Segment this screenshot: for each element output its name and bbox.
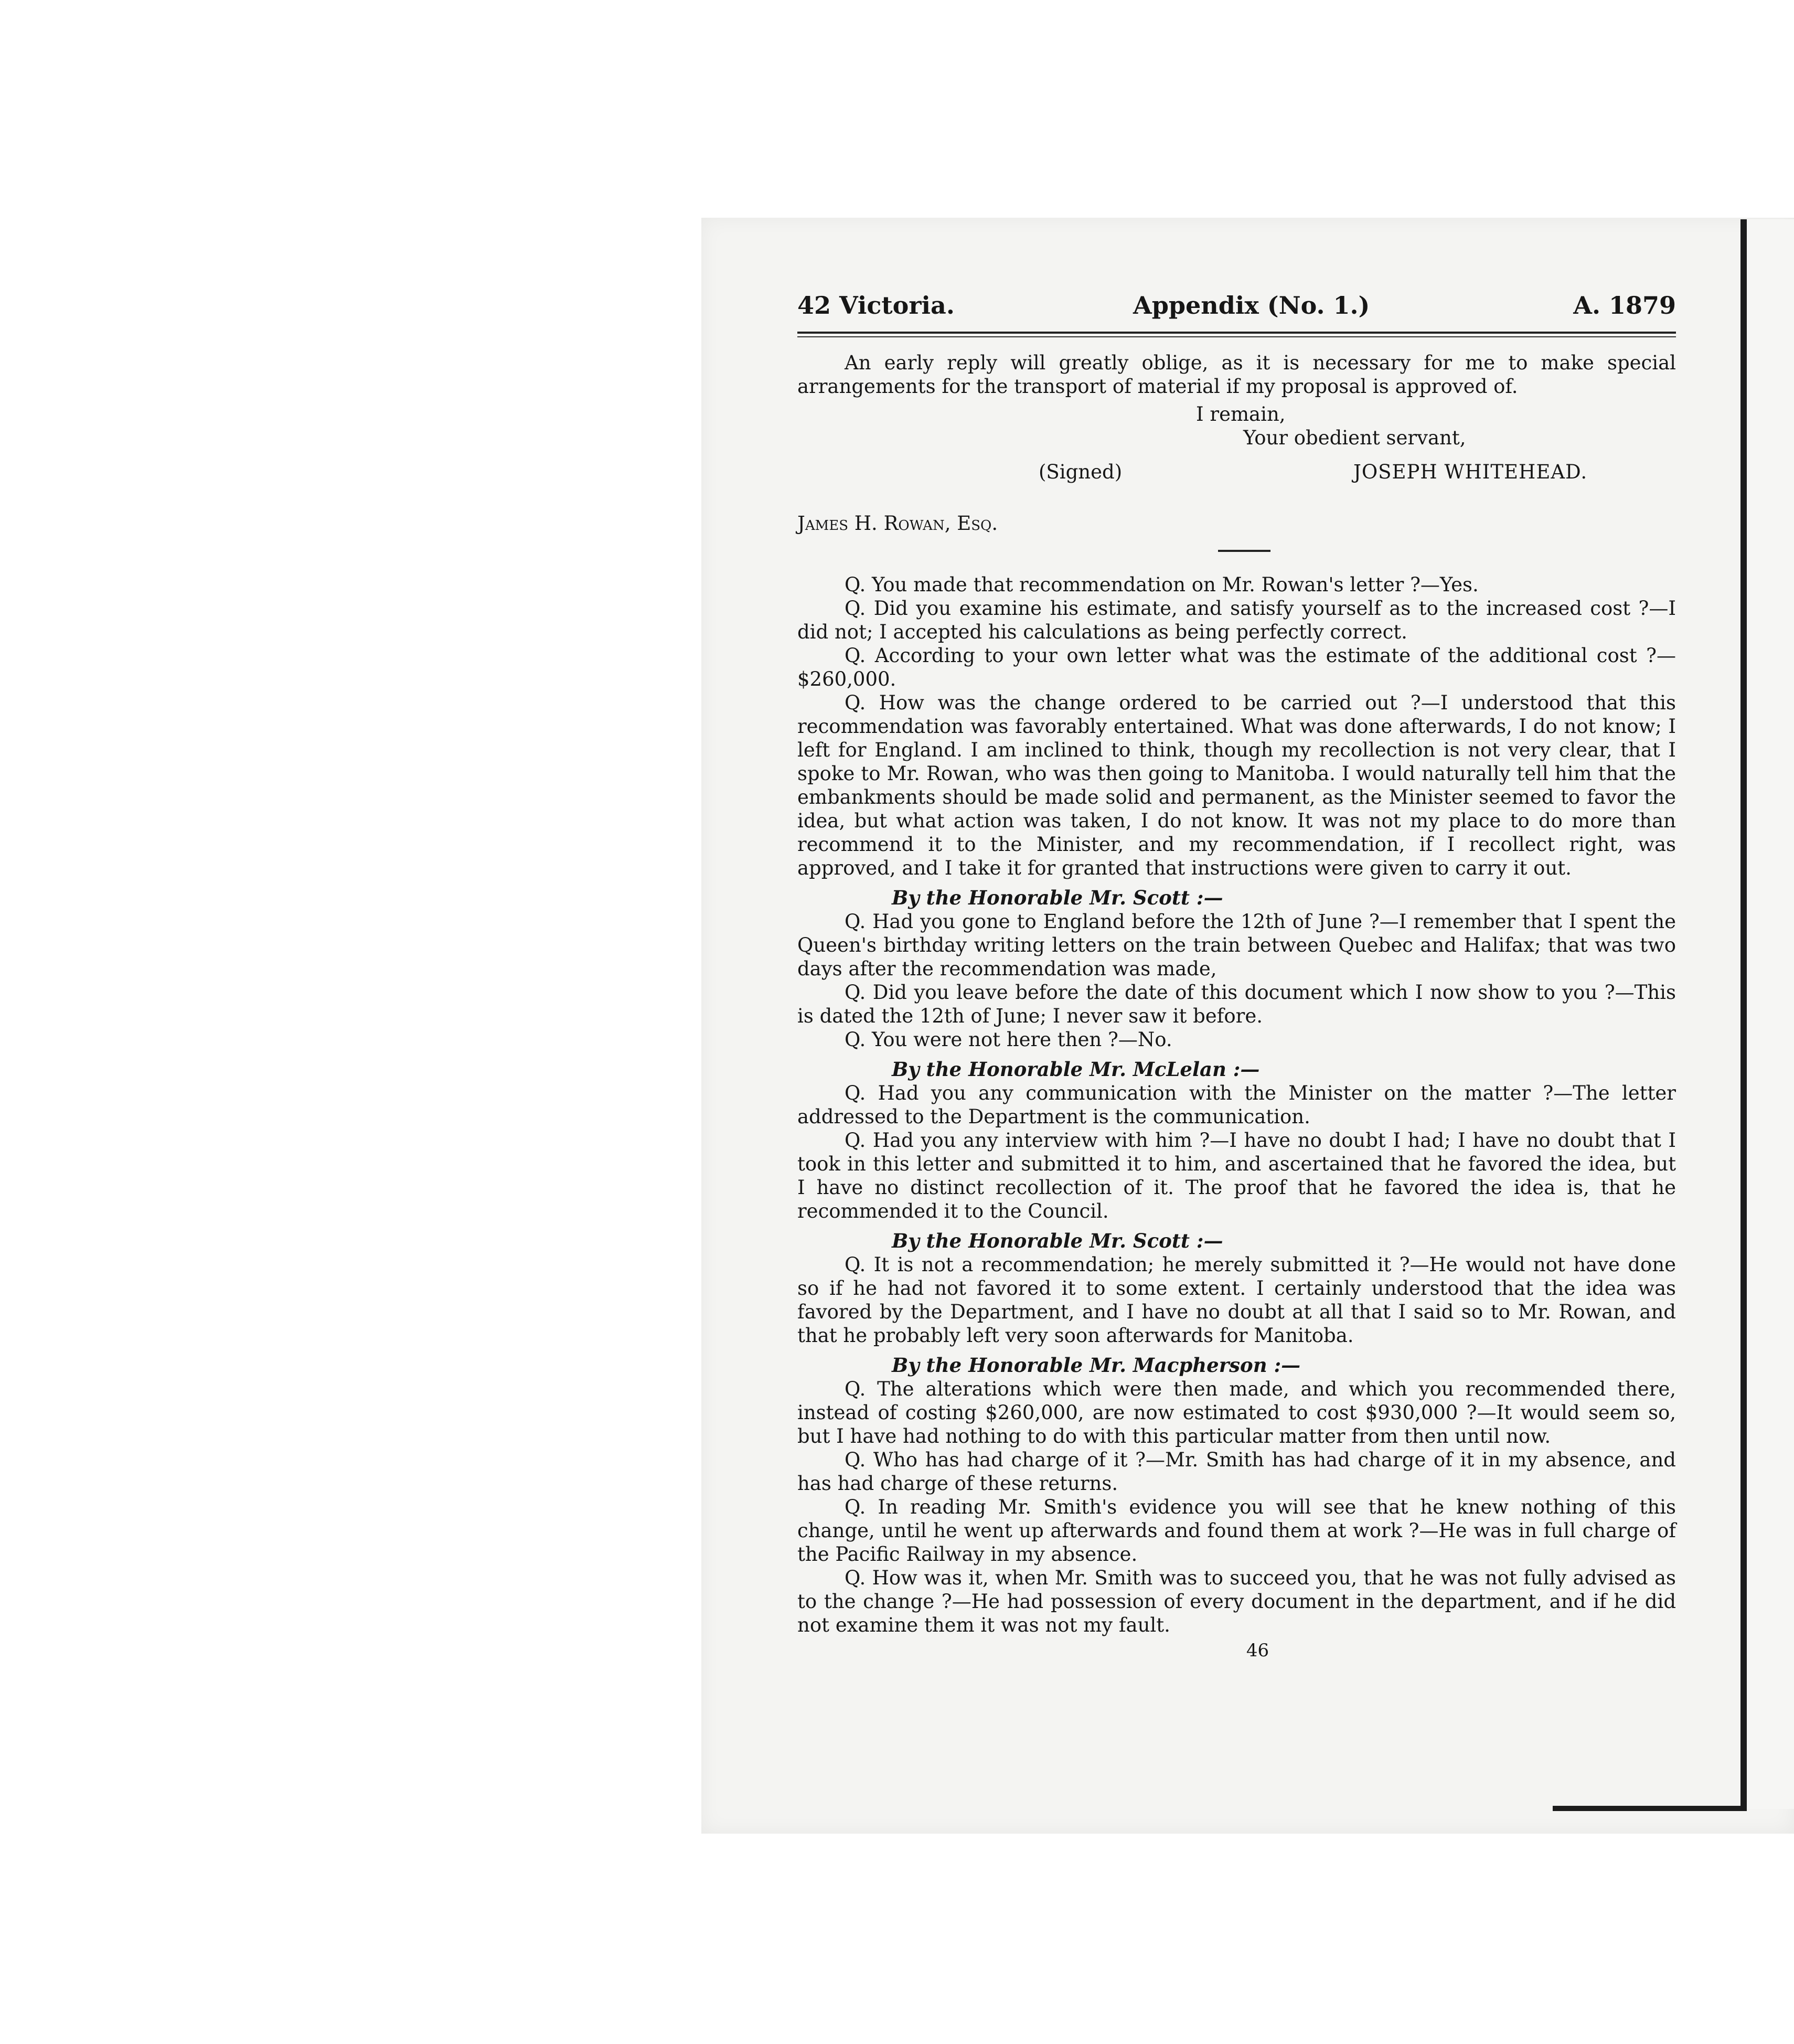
speaker-heading: By the Honorable Mr. Scott :— <box>892 886 1223 909</box>
page-number: 46 <box>1246 1640 1269 1661</box>
page-border-bottom <box>1553 1806 1747 1811</box>
signer-name: JOSEPH WHITEHEAD. <box>1353 461 1588 483</box>
question-answer: Q. How was the change ordered to be carried out ?—I understood that this recommendation was favorably entertained. What was done afterwards, I do not know; I left for England. I am inclined to think, though my recollection is not very clear, that I spoke to Mr. Rowan, who was then going to Manitoba. I would naturally tell him that the embankments should be made solid and permanent, as the Minister seemed to favor the idea, but what action was taken, I do not know. It was not my place to do more than recommend it to the Minister, and my recommendation, if I recollect right, was approved, and I take it for granted that instructions were given to carry it out. <box>797 691 1676 879</box>
signed-label: (Signed) <box>1039 461 1123 483</box>
page-content <box>797 283 1676 1663</box>
question-answer: Q. Had you any interview with him ?—I have no doubt I had; I have no doubt that I took in this letter and submitted it to him, and ascertained that he favored the idea, but I have no distinct recollection of it. The proof that he favored the idea is, that he recommended it to the Council. <box>797 1129 1676 1222</box>
question-answer: Q. Did you examine his estimate, and satisfy yourself as to the increased cost ?—I did not; I accepted his calculations as being perfectly correct. <box>797 597 1676 643</box>
letter-body: An early reply will greatly oblige, as it is necessary for me to make special arrangements for the transport of material if my proposal is approved of. <box>797 352 1676 398</box>
header-rule-thin <box>797 336 1676 337</box>
speaker-heading: By the Honorable Mr. Macpherson :— <box>892 1354 1301 1377</box>
question-answer: Q. Had you gone to England before the 12th of June ?—I remember that I spent the Queen's birthday writing letters on the train between Quebec and Halifax; that was two days after the recommendation was made, <box>797 910 1676 980</box>
header-center: Appendix (No. 1.) <box>1133 291 1370 320</box>
header-right: A. 1879 <box>1573 291 1676 320</box>
addressee: James H. Rowan, Esq. <box>797 512 998 535</box>
question-answer: Q. How was it, when Mr. Smith was to succeed you, that he was not fully advised as to the change ?—He had possession of every document in the department, and if he did not examine them it was not my fault. <box>797 1567 1676 1636</box>
question-answer: Q. In reading Mr. Smith's evidence you will see that he knew nothing of this change, until he went up afterwards and found them at work ?—He was in full charge of the Pacific Railway in my absence. <box>797 1496 1676 1566</box>
question-answer: Q. It is not a recommendation; he merely submitted it ?—He would not have done so if he had not favored it to some extent. I certainly understood that the idea was favored by the Department, and I have no doubt at all that I said so to Mr. Rowan, and that he probably left very soon afterwards for Manitoba. <box>797 1253 1676 1347</box>
testimony <box>797 573 1676 1637</box>
header-left: 42 Victoria. <box>797 291 955 320</box>
question-answer: Q. You were not here then ?—No. <box>845 1028 1172 1051</box>
question-answer: Q. According to your own letter what was the estimate of the additional cost ?—$260,000. <box>797 644 1676 690</box>
letter-closing-1: I remain, <box>1196 403 1286 425</box>
adjacent-page-edge <box>1747 219 1794 1809</box>
speaker-heading: By the Honorable Mr. Scott :— <box>892 1229 1223 1252</box>
running-header <box>797 283 1676 325</box>
header-rule-thick <box>797 332 1676 334</box>
letter-closing-2: Your obedient servant, <box>1243 427 1466 449</box>
question-answer: Q. Did you leave before the date of this document which I now show to you ?—This is dated the 12th of June; I never saw it before. <box>797 981 1676 1027</box>
question-answer: Q. Had you any communication with the Minister on the matter ?—The letter addressed to the Department is the communication. <box>797 1082 1676 1128</box>
speaker-heading: By the Honorable Mr. McLelan :— <box>892 1058 1260 1081</box>
page-border-right <box>1740 219 1747 1809</box>
signature-line <box>797 460 1676 486</box>
question-answer: Q. The alterations which were then made, and which you recommended there, instead of costing $260,000, are now estimated to cost $930,000 ?—It would seem so, but I have had nothing to do with this particular matter from then until now. <box>797 1378 1676 1447</box>
section-separator <box>1218 550 1270 552</box>
question-answer: Q. You made that recommendation on Mr. Rowan's letter ?—Yes. <box>845 573 1479 596</box>
question-answer: Q. Who has had charge of it ?—Mr. Smith has had charge of it in my absence, and has had charge of these returns. <box>797 1449 1676 1495</box>
